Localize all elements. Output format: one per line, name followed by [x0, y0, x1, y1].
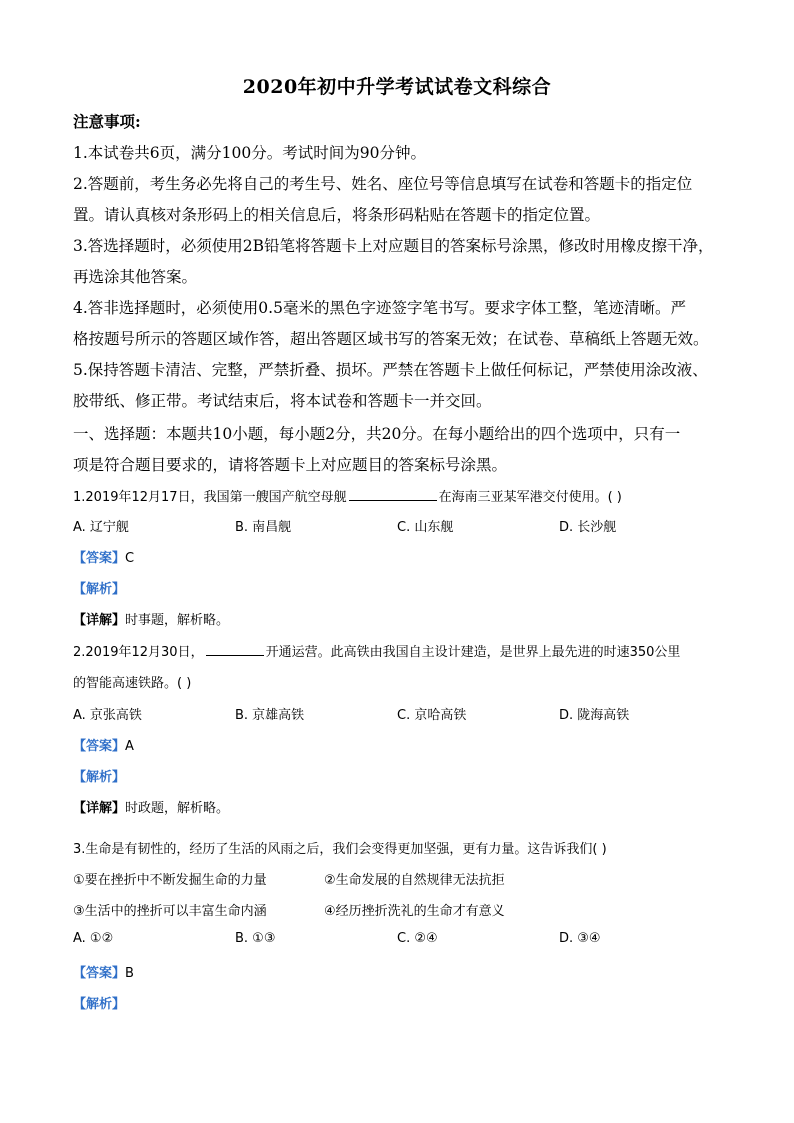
answer-tag: 【答案】	[73, 739, 126, 754]
notice-line-1: 1.本试卷共6页，满分100分。考试时间为90分钟。	[73, 144, 426, 162]
answer-tag: 【答案】	[73, 551, 126, 566]
question-3-option-c: C. ②④	[397, 931, 438, 946]
answer-tag: 【答案】	[73, 966, 126, 981]
notice-line-3: 置。请认真核对条形码上的相关信息后，将条形码粘贴在答题卡的指定位置。	[73, 206, 601, 224]
question-3-statement-4: ④经历挫折洗礼的生命才有意义	[324, 904, 505, 919]
question-3-statement-3: ③生活中的挫折可以丰富生命内涵	[73, 904, 267, 919]
question-3-answer-value: B	[125, 966, 134, 981]
notice-line-2: 2.答题前，考生务必先将自己的考生号、姓名、座位号等信息填写在试卷和答题卡的指定位	[73, 175, 693, 193]
question-1-stem-end: 在海南三亚某军港交付使用。( )	[438, 490, 622, 505]
question-1-blank	[349, 499, 437, 501]
section-heading-line-1: 一、选择题：本题共10小题，每小题2分，共20分。在每小题给出的四个选项中，只有一	[73, 425, 681, 443]
question-1-detail	[73, 609, 229, 628]
question-3-answer	[73, 962, 134, 981]
question-3-analysis-tag	[73, 993, 125, 1012]
question-2-answer	[73, 735, 134, 754]
question-1-option-b: B. 南昌舰	[235, 520, 292, 535]
notice-heading: 注意事项:	[73, 112, 141, 131]
page-title: 2020年初中升学考试试卷文科综合	[242, 76, 552, 98]
question-3-option-d: D. ③④	[559, 931, 601, 946]
notice-line-4: 3.答选择题时，必须使用2B铅笔将答题卡上对应题目的答案标号涂黑，修改时用橡皮擦干净，	[73, 237, 714, 255]
question-1-answer-value: C	[125, 551, 135, 566]
question-2-stem-end: 开通运营。此高铁由我国自主设计建造，是世界上最先进的时速350公里	[265, 645, 681, 660]
analysis-tag: 【解析】	[73, 770, 126, 785]
notice-line-7: 格按题号所示的答题区域作答，超出答题区域书写的答案无效；在试卷、草稿纸上答题无效。	[73, 330, 709, 348]
question-1-option-a: A. 辽宁舰	[73, 520, 129, 535]
question-1-stem	[73, 486, 622, 505]
question-2-detail	[73, 797, 229, 816]
question-2-analysis-tag	[73, 766, 125, 785]
detail-tag: 【详解】	[73, 613, 126, 628]
question-1-analysis-tag	[73, 578, 125, 597]
analysis-tag: 【解析】	[73, 997, 126, 1012]
question-2-detail-text: 时政题，解析略。	[125, 801, 230, 816]
question-2-option-b: B. 京雄高铁	[235, 708, 305, 723]
notice-line-5: 再选涂其他答案。	[73, 268, 198, 286]
analysis-tag: 【解析】	[73, 582, 126, 597]
question-1-stem-start: 1.2019年12月17日，我国第一艘国产航空母舰	[73, 490, 347, 505]
question-1-detail-text: 时事题，解析略。	[125, 613, 230, 628]
question-3-statement-2: ②生命发展的自然规律无法抗拒	[324, 873, 505, 888]
question-1-option-d: D. 长沙舰	[559, 520, 617, 535]
question-2-stem	[73, 641, 680, 660]
question-2-answer-value: A	[125, 739, 134, 754]
question-2-option-c: C. 京哈高铁	[397, 708, 467, 723]
question-2-stem-line-2: 的智能高速铁路。( )	[73, 676, 192, 691]
notice-line-6: 4.答非选择题时，必须使用0.5毫米的黑色字迹签字笔书写。要求字体工整，笔迹清晰。严	[73, 299, 686, 317]
question-3-stem: 3.生命是有韧性的，经历了生活的风雨之后，我们会变得更加坚强，更有力量。这告诉我们( )	[73, 842, 607, 857]
notice-line-8: 5.保持答题卡清洁、完整，严禁折叠、损坏。严禁在答题卡上做任何标记，严禁使用涂改液、	[73, 361, 708, 379]
question-3-option-b: B. ①③	[235, 931, 276, 946]
notice-line-9: 胶带纸、修正带。考试结束后，将本试卷和答题卡一并交回。	[73, 392, 492, 410]
question-2-blank	[206, 654, 264, 656]
question-2-option-d: D. 陇海高铁	[559, 708, 630, 723]
question-1-option-c: C. 山东舰	[397, 520, 454, 535]
question-2-stem-start: 2.2019年12月30日，	[73, 645, 204, 660]
question-1-answer	[73, 547, 134, 566]
question-3-statement-1: ①要在挫折中不断发掘生命的力量	[73, 873, 267, 888]
detail-tag: 【详解】	[73, 801, 126, 816]
section-heading-line-2: 项是符合题目要求的，请将答题卡上对应题目的答案标号涂黑。	[73, 456, 508, 474]
question-3-option-a: A. ①②	[73, 931, 114, 946]
question-2-option-a: A. 京张高铁	[73, 708, 142, 723]
